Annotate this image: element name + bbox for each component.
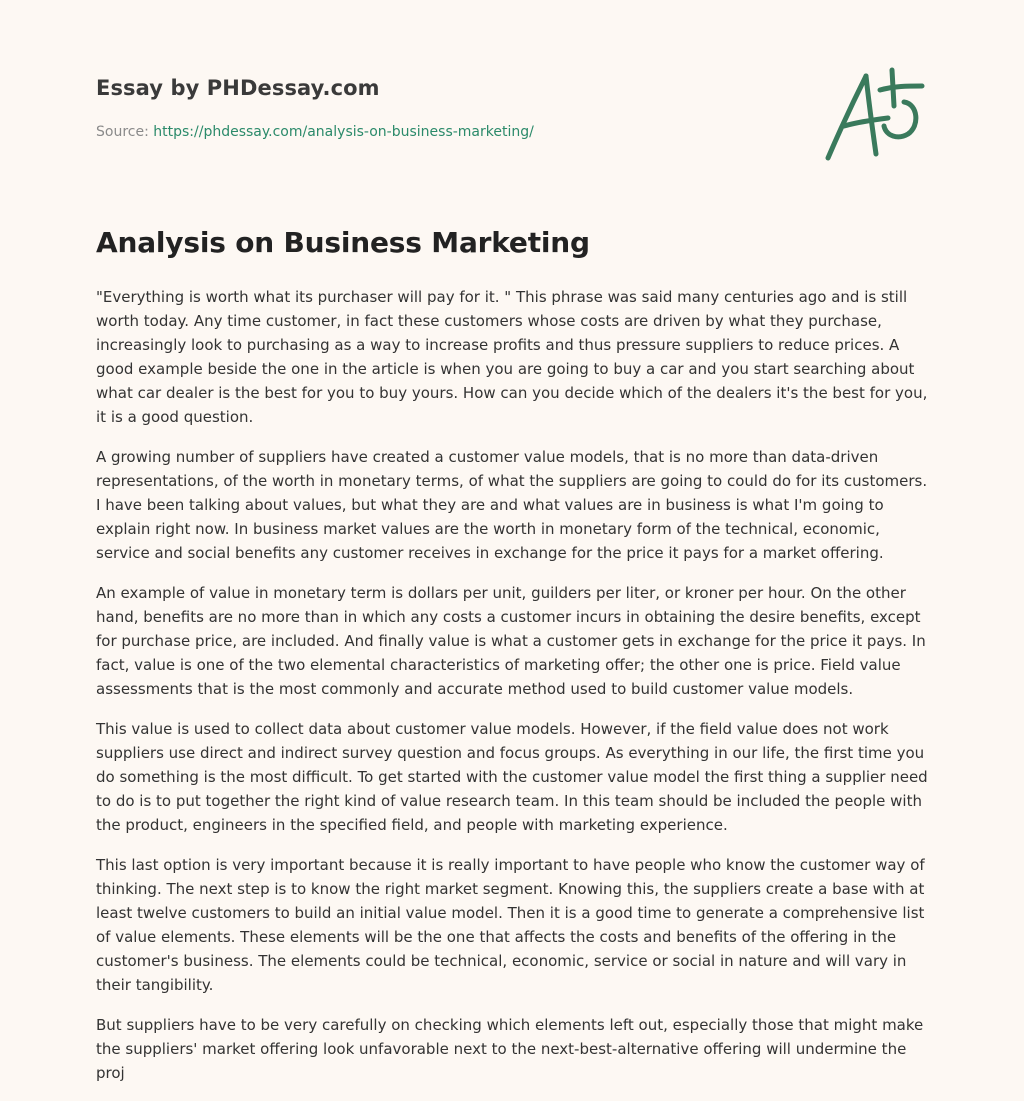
essay-page (96, 0, 928, 1082)
essay-body (96, 285, 928, 1101)
a-plus-grade-logo-icon (822, 64, 926, 164)
essay-paragraph: "Everything is worth what its purchaser will pay for it. " This phrase was said many centuries ago and is still worth today. Any time customer, in fact these customers whose costs are driven by what they purchase, increasingly look to purchasing as a way to increase profits and thus pressure suppliers to reduce prices. A good example beside the one in the article is when you are going to buy a car and you start searching about what car dealer is the best for you to buy yours. How can you decide which of the dealers it's the best for you, it is a good question. (96, 288, 928, 426)
source-line (96, 124, 534, 140)
essay-paragraph: This last option is very important because it is really important to have people who know the customer way of thinking. The next step is to know the right market segment. Knowing this, the suppliers create a base with at least twelve customers to build an initial value model. Then it is a good time to generate a comprehensive list of value elements. These elements will be the one that affects the costs and benefits of the offering in the customer's business. The elements could be technical, economic, service or social in nature and will vary in their tangibility. (96, 856, 925, 994)
essay-paragraph: A growing number of suppliers have created a customer value models, that is no more than data-driven representations, of the worth in monetary terms, of what the suppliers are going to could do for its customers. I have been talking about values, but what they are and what values are in business is what I'm going to explain right now. In business market values are the worth in monetary form of the technical, economic, service and social benefits any customer receives in exchange for the price it pays for a market offering. (96, 448, 928, 562)
site-brand: Essay by PHDessay.com (96, 76, 380, 100)
source-label: Source: (96, 124, 154, 140)
essay-paragraph: An example of value in monetary term is dollars per unit, guilders per liter, or kroner per hour. On the other hand, benefits are no more than in which any costs a customer incurs in obtaining the desire benefits, except for purchase price, are included. And finally value is what a customer gets in exchange for the price it pays. In fact, value is one of the two elemental characteristics of marketing offer; the other one is price. Field value assessments that is the most commonly and accurate method used to build customer value models. (96, 584, 926, 698)
source-link[interactable]: https://phdessay.com/analysis-on-business-marketing/ (153, 124, 534, 140)
essay-paragraph: But suppliers have to be very carefully on checking which elements left out, especially those that might make the suppliers' market offering look unfavorable next to the next-best-alternative offering will undermine the proj (96, 1016, 924, 1082)
page-header (96, 0, 928, 180)
essay-paragraph: This value is used to collect data about customer value models. However, if the field value does not work suppliers use direct and indirect survey question and focus groups. As everything in our life, the first time you do something is the most difficult. To get started with the customer value model the first thing a supplier need to do is to put together the right kind of value research team. In this team should be included the people with the product, engineers in the specified field, and people with marketing experience. (96, 720, 928, 834)
essay-title: Analysis on Business Marketing (96, 226, 590, 259)
